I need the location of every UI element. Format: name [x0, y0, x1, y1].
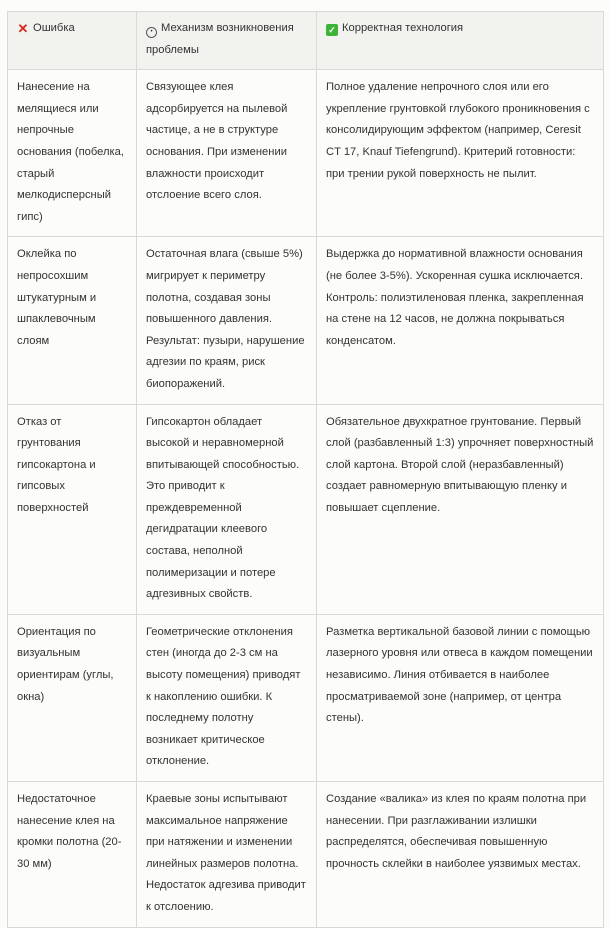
table-row	[8, 782, 604, 928]
mechanism-cell: Краевые зоны испытывают максимальное напряжение при натяжении и изменении линейных размеров полотна. Недостаток адгезива приводит к отслоению.	[137, 782, 317, 928]
cross-mark-icon: ✕	[17, 21, 29, 36]
mechanism-cell: Гипсокартон обладает высокой и неравномерной впитывающей способностью. Это приводит к преждевременной дегидратации клеевого состава, неполной полимеризации и потере адгезивных свойств.	[137, 404, 317, 614]
table-header-row	[8, 12, 604, 70]
table-row	[8, 70, 604, 237]
error-cell: Нанесение на мелящиеся или непрочные основания (побелка, старый мелкодисперсный гипс)	[8, 70, 137, 237]
header-solution: ✓ Корректная технология	[317, 12, 604, 70]
table-row	[8, 614, 604, 781]
errors-table	[7, 11, 604, 928]
mechanism-cell: Остаточная влага (свыше 5%) мигрирует к периметру полотна, создавая зоны повышенного давления. Результат: пузыри, нарушение адгезии по краям, риск биопоражений.	[137, 237, 317, 404]
error-cell: Ориентация по визуальным ориентирам (углы, окна)	[8, 614, 137, 781]
error-cell: Отказ от грунтования гипсокартона и гипсовых поверхностей	[8, 404, 137, 614]
solution-cell: Разметка вертикальной базовой линии с помощью лазерного уровня или отвеса в каждом помещении независимо. Линия отбивается в наиболее просматриваемой зоне (например, от центра стены).	[317, 614, 604, 781]
gear-icon: •	[146, 27, 157, 38]
table-row	[8, 404, 604, 614]
header-error: ✕ Ошибка	[8, 12, 137, 70]
check-mark-icon: ✓	[326, 24, 338, 36]
solution-cell: Выдержка до нормативной влажности основания (не более 3-5%). Ускоренная сушка исключается. Контроль: полиэтиленовая пленка, закрепленная на стене на 12 часов, не должна покрываться конденсатом.	[317, 237, 604, 404]
solution-cell: Полное удаление непрочного слоя или его укрепление грунтовкой глубокого проникновения с консолидирующим эффектом (например, Ceresit CT 17, Knauf Tiefengrund). Критерий готовности: при трении рукой поверхность не пылит.	[317, 70, 604, 237]
solution-cell: Создание «валика» из клея по краям полотна при нанесении. При разглаживании излишки распределятся, обеспечивая повышенную прочность склейки в наиболее уязвимых местах.	[317, 782, 604, 928]
mechanism-cell: Геометрические отклонения стен (иногда до 2-3 см на высоту помещения) приводят к накоплению ошибки. К последнему полотну возникает критическое отклонение.	[137, 614, 317, 781]
solution-cell: Обязательное двухкратное грунтование. Первый слой (разбавленный 1:3) упрочняет поверхностный слой картона. Второй слой (неразбавленный) создает равномерную впитывающую пленку и повышает сцепление.	[317, 404, 604, 614]
table-row	[8, 237, 604, 404]
header-mechanism: • Механизм возникновения проблемы	[137, 12, 317, 70]
error-cell: Оклейка по непросохшим штукатурным и шпаклевочным слоям	[8, 237, 137, 404]
error-cell: Недостаточное нанесение клея на кромки полотна (20-30 мм)	[8, 782, 137, 928]
mechanism-cell: Связующее клея адсорбируется на пылевой частице, а не в структуре основания. При изменении влажности происходит отслоение всего слоя.	[137, 70, 317, 237]
